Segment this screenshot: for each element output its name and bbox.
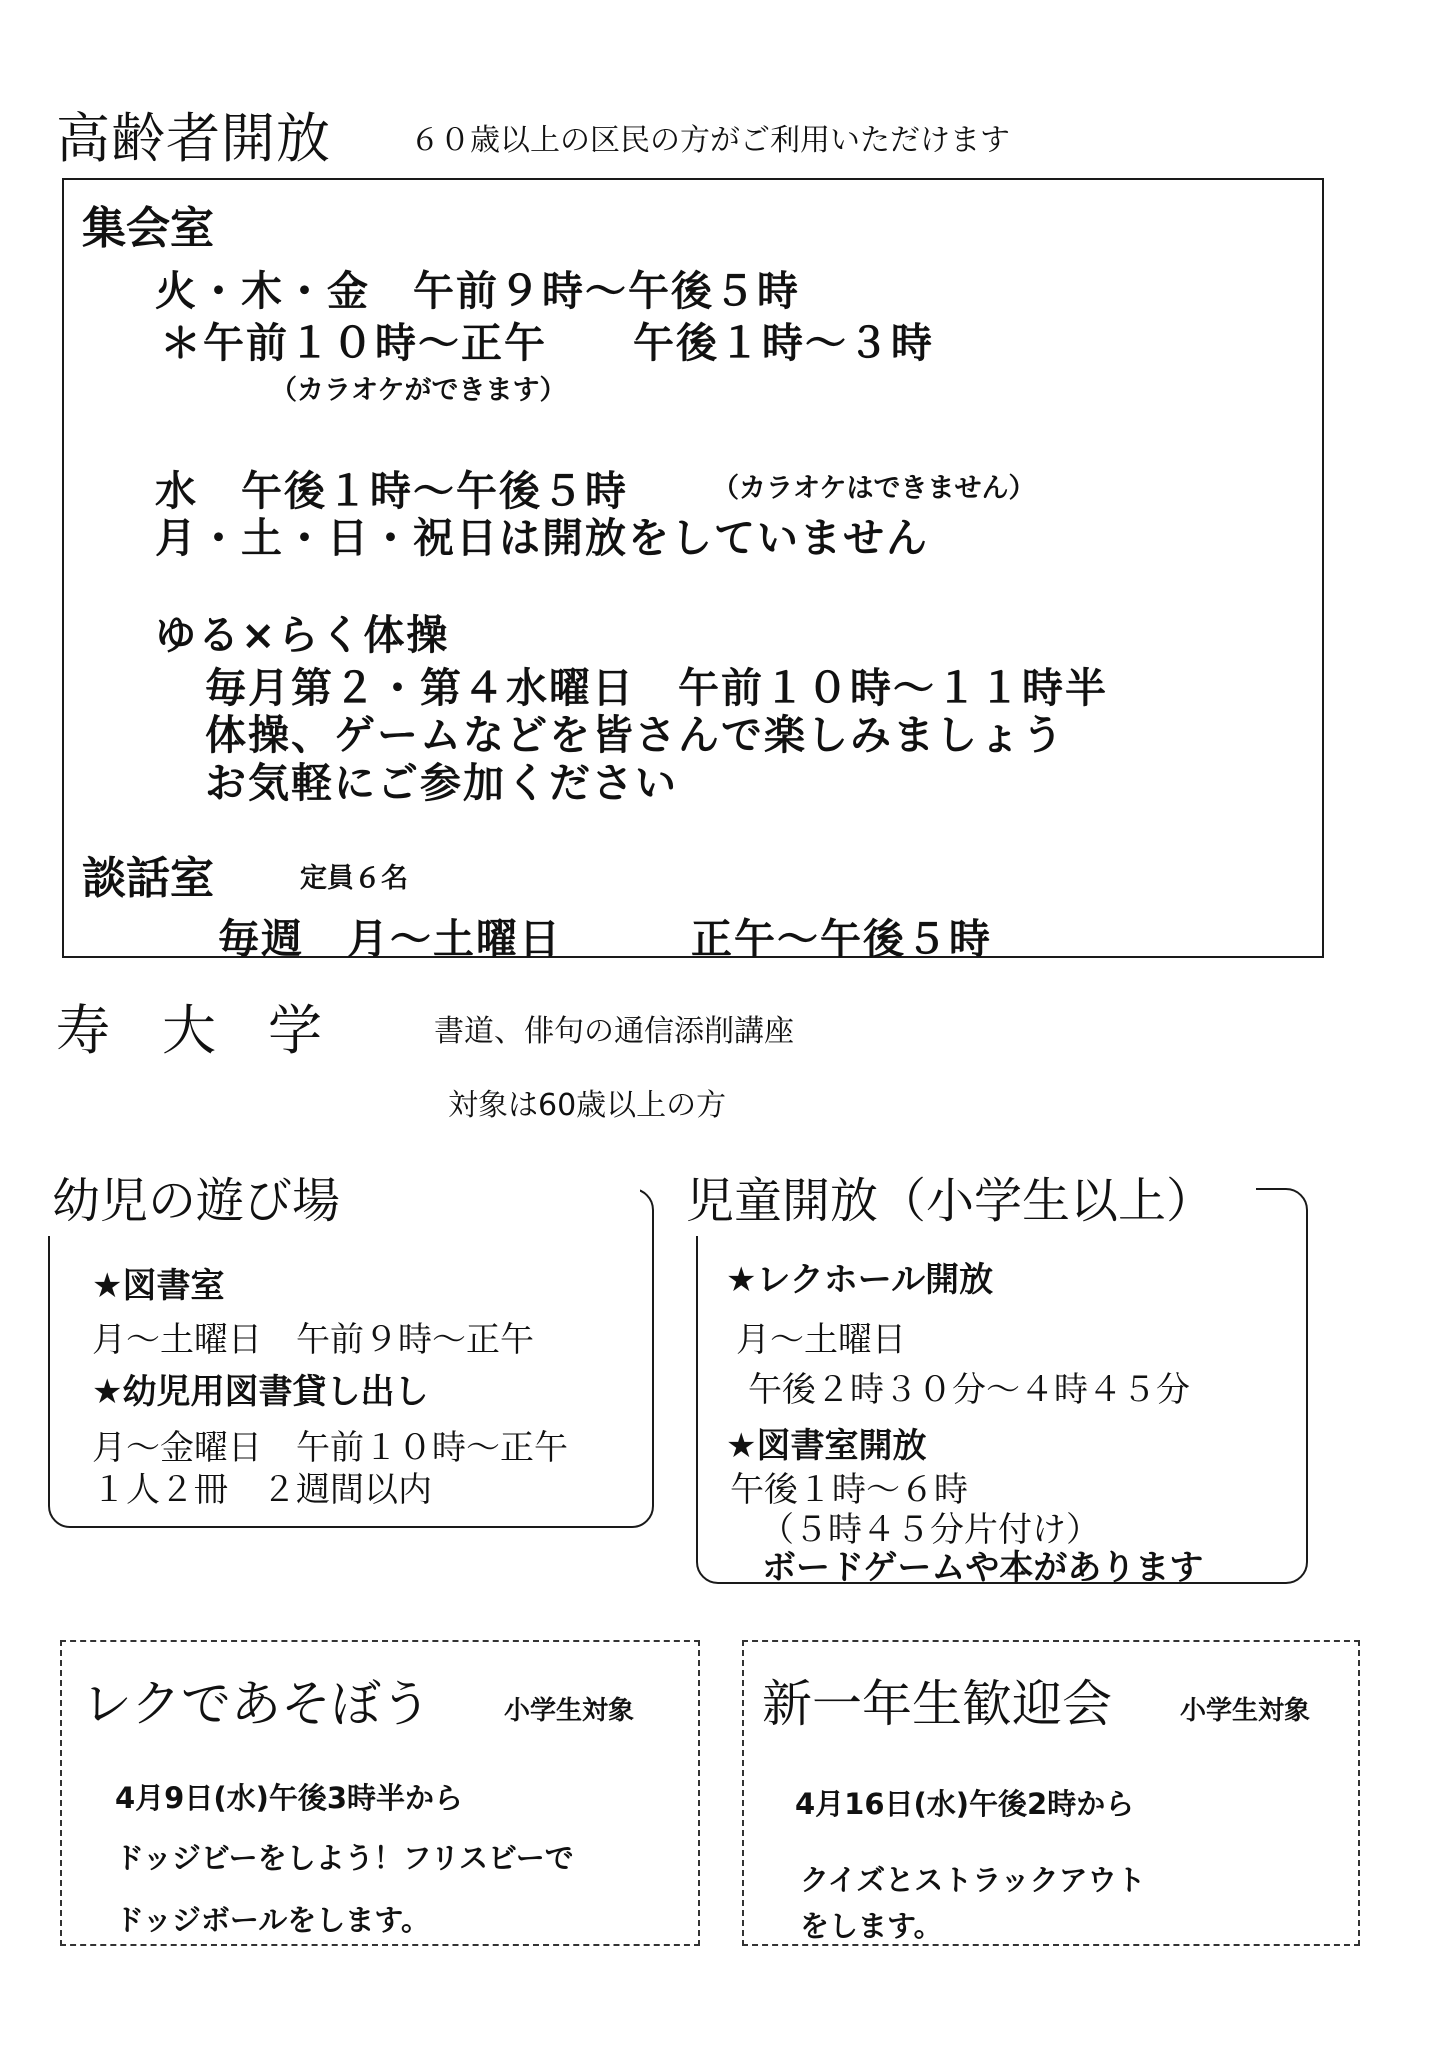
exercise-schedule: 毎月第２・第４水曜日 午前１０時～１１時半 xyxy=(205,664,1108,712)
event-rec-title: レクであそぼう xyxy=(82,1675,431,1733)
closed-days-note: 月・土・日・祝日は開放をしていません xyxy=(155,514,929,562)
toddler-library-hours: 月～土曜日 午前９時～正午 xyxy=(92,1320,534,1360)
children-library-heading: ★図書室開放 xyxy=(726,1426,927,1466)
children-library-cleanup: （５時４５分片付け） xyxy=(760,1510,1100,1550)
event-welcome-description-2: をします。 xyxy=(800,1909,943,1943)
exercise-title: ゆる×らく体操 xyxy=(155,611,450,659)
toddler-lending-limit: １人２冊 ２週間以内 xyxy=(92,1470,432,1510)
lounge-heading: 談話室 xyxy=(82,853,214,904)
toddler-library-heading: ★図書室 xyxy=(92,1266,225,1306)
wednesday-hours: 水 午後１時～午後５時 xyxy=(155,467,628,515)
event-rec-description-1: ドッジビーをしよう！フリスビーで xyxy=(115,1841,574,1875)
event-welcome-audience-tag: 小学生対象 xyxy=(1180,1696,1311,1726)
meeting-room-hours-2: ＊午前１０時～正午 午後１時～３時 xyxy=(160,319,934,367)
kotobuki-university-title: 寿大学 xyxy=(56,999,374,1062)
children-open-title: 児童開放（小学生以上） xyxy=(686,1173,1215,1229)
children-library-hours: 午後１時～６時 xyxy=(730,1470,968,1510)
karaoke-available-note: （カラオケができます） xyxy=(270,375,567,406)
event-welcome-title: 新一年生歓迎会 xyxy=(762,1675,1112,1733)
kotobuki-target-audience: 対象は60歳以上の方 xyxy=(448,1088,727,1123)
meeting-room-hours-1: 火・木・金 午前９時～午後５時 xyxy=(155,267,800,315)
exercise-description: 体操、ゲームなどを皆さんで楽しみましょう xyxy=(205,711,1065,759)
exercise-invitation: お気軽にご参加ください xyxy=(205,759,678,807)
event-rec-audience-tag: 小学生対象 xyxy=(504,1696,635,1726)
children-library-note: ボードゲームや本があります xyxy=(762,1548,1204,1588)
kotobuki-course-description: 書道、俳句の通信添削講座 xyxy=(434,1014,794,1049)
lounge-capacity: 定員６名 xyxy=(300,863,408,894)
lounge-hours: 毎週 月～土曜日 正午～午後５時 xyxy=(218,915,992,963)
senior-eligibility-note: ６０歳以上の区民の方がご利用いただけます xyxy=(410,123,1010,158)
rec-hall-heading: ★レクホール開放 xyxy=(726,1260,994,1300)
rec-hall-hours: 午後２時３０分～４時４５分 xyxy=(748,1370,1190,1410)
event-welcome-description-1: クイズとストラックアウト xyxy=(800,1863,1146,1897)
event-welcome-date: 4月16日(水)午後2時から xyxy=(795,1787,1135,1821)
senior-section-title: 高齢者開放 xyxy=(56,107,331,170)
event-rec-date: 4月9日(水)午後3時半から xyxy=(115,1781,464,1815)
rec-hall-days: 月～土曜日 xyxy=(736,1320,906,1360)
karaoke-unavailable-note: （カラオケはできません） xyxy=(712,473,1036,504)
toddler-lending-hours: 月～金曜日 午前１０時～正午 xyxy=(92,1428,568,1468)
toddler-playground-title: 幼児の遊び場 xyxy=(52,1173,341,1229)
meeting-room-heading: 集会室 xyxy=(82,203,214,254)
toddler-lending-heading: ★幼児用図書貸し出し xyxy=(92,1372,429,1412)
event-rec-description-2: ドッジボールをします。 xyxy=(115,1903,430,1937)
